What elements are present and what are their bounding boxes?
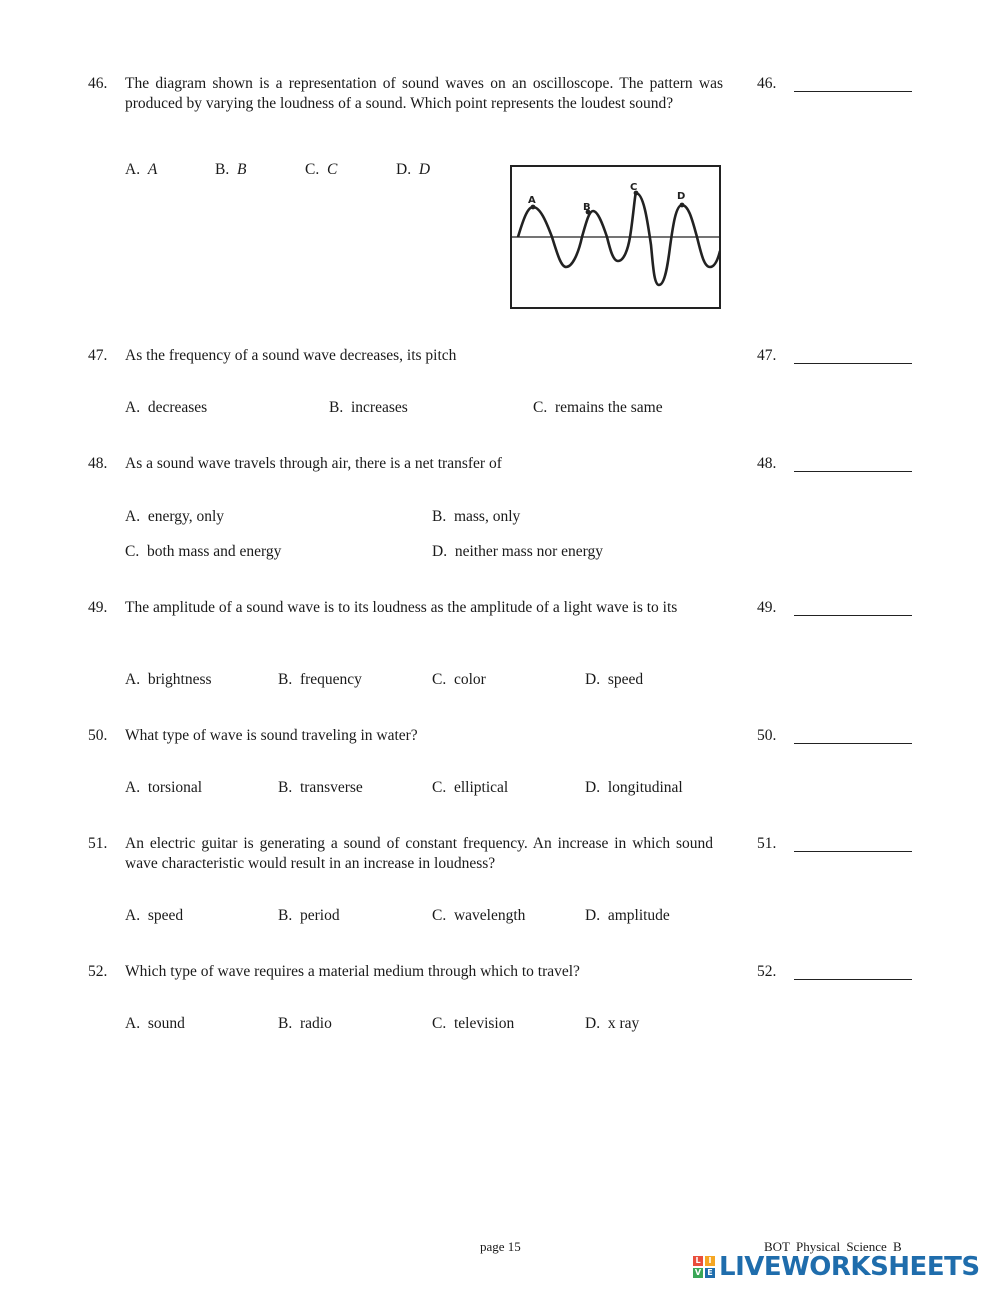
option-b[interactable]: B. increases [329, 399, 408, 416]
label-c: C [630, 182, 638, 193]
question-text: The diagram shown is a representation of sound waves on an oscilloscope. The pattern was produced by varying the loudness of a sound. Which point represents the loudest sound? [125, 75, 723, 112]
question-number: 46. [88, 75, 108, 92]
option-a[interactable]: A. sound [125, 1015, 185, 1032]
answer-blank[interactable] [794, 74, 912, 92]
option-c[interactable]: C. C [305, 161, 338, 178]
answer-number: 48. [757, 455, 777, 472]
answer-blank[interactable] [794, 598, 912, 616]
option-a[interactable]: A. decreases [125, 399, 208, 416]
option-d[interactable]: D. D [396, 161, 431, 178]
question-number: 51. [88, 835, 108, 852]
liveworksheets-logo[interactable] [693, 1252, 980, 1282]
option-b[interactable]: B. radio [278, 1015, 332, 1032]
course-title: BOT Physical Science B [764, 1239, 902, 1254]
logo-blocks-icon: L I V E [693, 1256, 715, 1278]
label-b: B [583, 202, 591, 213]
answer-blank[interactable] [794, 962, 912, 980]
option-b[interactable]: B. transverse [278, 779, 363, 796]
option-b[interactable]: B. B [215, 161, 247, 178]
answer-blank[interactable] [794, 834, 912, 852]
answer-number: 49. [757, 599, 777, 616]
question-text: As the frequency of a sound wave decreases, its pitch [125, 347, 457, 364]
option-a[interactable]: A. torsional [125, 779, 203, 796]
answer-blank[interactable] [794, 726, 912, 744]
label-a: A [528, 195, 536, 206]
option-c[interactable]: C. remains the same [533, 399, 663, 416]
option-b[interactable]: B. frequency [278, 671, 362, 688]
option-c[interactable]: C. color [432, 671, 486, 688]
answer-number: 52. [757, 963, 777, 980]
option-a[interactable]: A. speed [125, 907, 184, 924]
option-d[interactable]: D. amplitude [585, 907, 670, 924]
option-d[interactable]: D. x ray [585, 1015, 640, 1032]
question-text: The amplitude of a sound wave is to its loudness as the amplitude of a light wave is to its [125, 599, 678, 616]
option-b[interactable]: B. mass, only [432, 508, 521, 525]
answer-number: 50. [757, 727, 777, 744]
answer-number: 47. [757, 347, 777, 364]
question-number: 52. [88, 963, 108, 980]
answer-number: 46. [757, 75, 777, 92]
oscilloscope-diagram [510, 165, 721, 309]
question-number: 48. [88, 455, 108, 472]
option-b[interactable]: B. period [278, 907, 340, 924]
answer-blank[interactable] [794, 346, 912, 364]
option-c[interactable]: C. wavelength [432, 907, 526, 924]
option-a[interactable]: A. brightness [125, 671, 212, 688]
option-d[interactable]: D. neither mass nor energy [432, 543, 604, 560]
option-a[interactable]: A. A [125, 161, 158, 178]
option-c[interactable]: C. elliptical [432, 779, 509, 796]
question-text: An electric guitar is generating a sound of constant frequency. An increase in which sound wave characteristic would result in an increase in loudness? [125, 835, 713, 872]
answer-blank[interactable] [794, 454, 912, 472]
logo-text: LIVEWORKSHEETS [719, 1252, 980, 1282]
option-a[interactable]: A. energy, only [125, 508, 225, 525]
answer-number: 51. [757, 835, 777, 852]
question-text: What type of wave is sound traveling in water? [125, 727, 418, 744]
option-d[interactable]: D. speed [585, 671, 644, 688]
question-number: 47. [88, 347, 108, 364]
question-number: 49. [88, 599, 108, 616]
point-d [680, 203, 685, 208]
label-d: D [677, 191, 686, 202]
question-text: As a sound wave travels through air, there is a net transfer of [125, 455, 502, 472]
question-number: 50. [88, 727, 108, 744]
option-c[interactable]: C. both mass and energy [125, 543, 282, 560]
option-c[interactable]: C. television [432, 1015, 515, 1032]
question-text: Which type of wave requires a material medium through which to travel? [125, 963, 580, 980]
option-d[interactable]: D. longitudinal [585, 779, 683, 796]
page-number: page 15 [480, 1239, 521, 1254]
